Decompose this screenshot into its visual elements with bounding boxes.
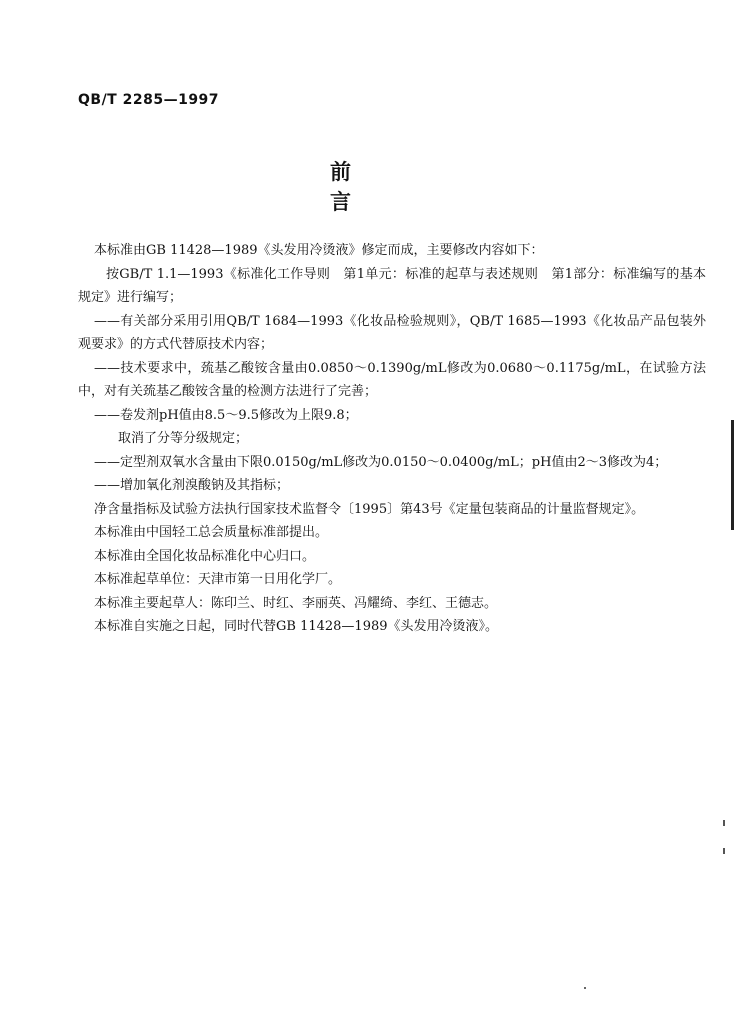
paragraph-drafters: 本标准主要起草人：陈印兰、时红、李丽英、冯耀绮、李红、王德志。 <box>94 595 498 611</box>
foreword-body <box>78 239 706 639</box>
paragraph-oxidizer: ——增加氧化剂溴酸钠及其指标； <box>94 478 290 493</box>
scan-speck <box>584 987 586 989</box>
scan-edge-tick <box>723 848 725 854</box>
paragraph-supersedes: 本标准自实施之日起，同时代替GB 11428—1989《头发用冷烫液》。 <box>94 619 499 634</box>
scan-edge-tick <box>723 820 725 826</box>
paragraph-technical-requirements: ——技术要求中，巯基乙酸铵含量由0.0850～0.1390g/mL修改为0.0680～0.1175g/mL，在试验方法中，对有关巯基乙酸铵含量的检测方法进行了完善； <box>78 360 706 399</box>
page-title: 前言 <box>330 159 407 214</box>
paragraph-setting-agent: ——定型剂双氧水含量由下限0.0150g/mL修改为0.0150～0.0400g/mL；pH值由2～3修改为4； <box>94 454 668 470</box>
paragraph-gbt-1-1: 按GB/T 1.1—1993《标准化工作导则 第1单元：标准的起草与表述规则 第1部分：标准编写的基本规定》进行编写； <box>78 266 706 305</box>
paragraph-ph-curling-agent: ——卷发剂pH值由8.5～9.5修改为上限9.8； <box>94 407 358 423</box>
paragraph-proposed-by: 本标准由中国轻工总会质量标准部提出。 <box>94 525 329 540</box>
paragraph-net-content: 净含量指标及试验方法执行国家技术监督令〔1995〕第43号《定量包装商品的计量监督规定》。 <box>94 501 645 517</box>
paragraph-referenced-standards: ——有关部分采用引用QB/T 1684—1993《化妆品检验规则》，QB/T 1685—1993《化妆品产品包装外观要求》的方式代替原技术内容； <box>78 313 706 352</box>
paragraph-drafting-unit: 本标准起草单位：天津市第一日用化学厂。 <box>94 572 342 587</box>
paragraph-intro: 本标准由GB 11428—1989《头发用冷烫液》修定而成，主要修改内容如下： <box>94 243 544 258</box>
standard-code: QB/T 2285—1997 <box>78 92 220 108</box>
scan-edge-mark <box>731 420 734 530</box>
paragraph-centralized-by: 本标准由全国化妆品标准化中心归口。 <box>94 548 316 564</box>
paragraph-grading-removed: 取消了分等分级规定； <box>118 431 249 446</box>
